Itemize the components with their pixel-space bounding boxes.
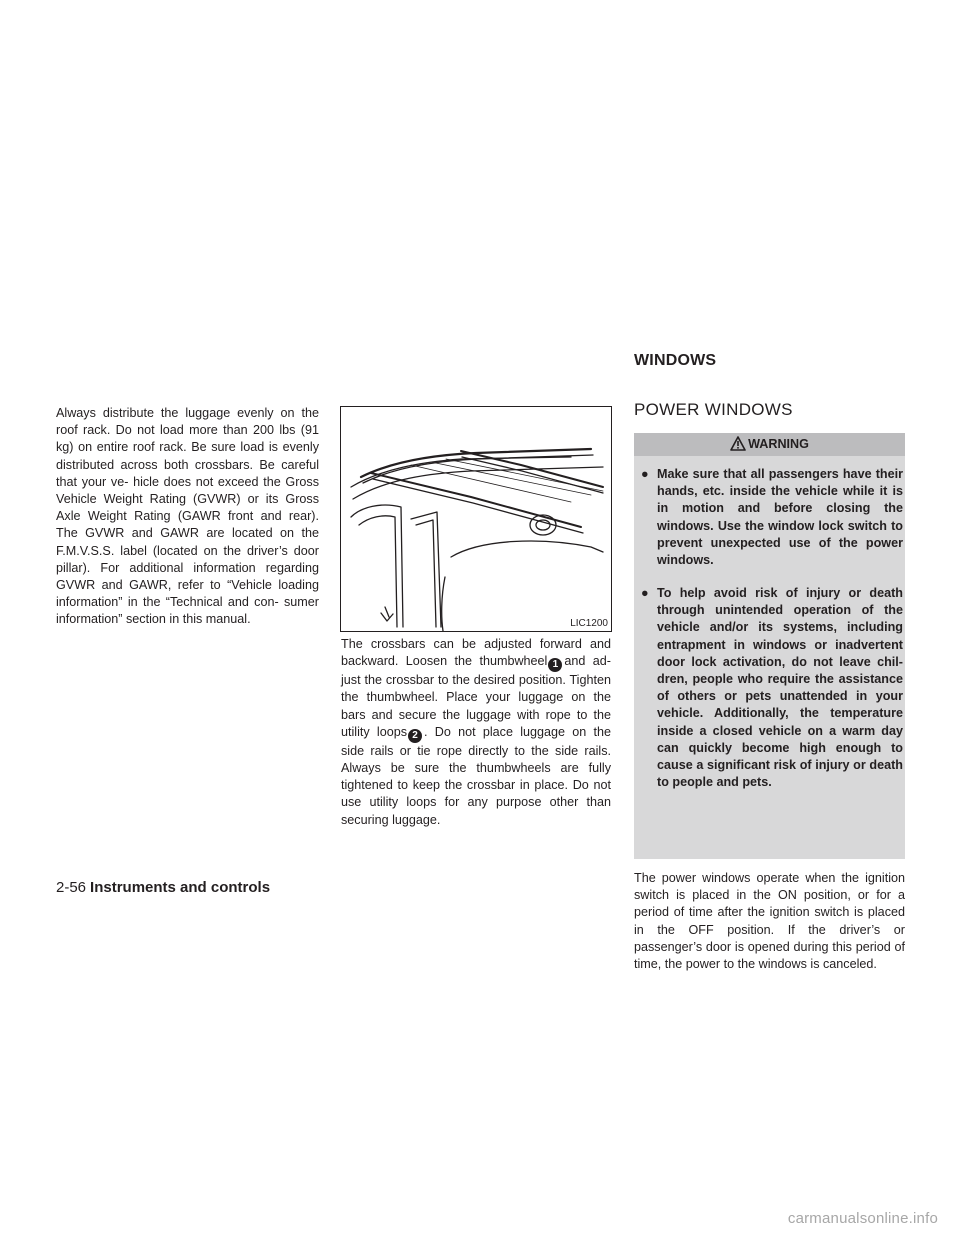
power-windows-text: The power windows operate when the ignition switch is placed in the ON position, or for a period of time after the ignition switch is placed in the OFF position. If the driver’s or passenger’s door is opened during this period of time, the power to the windows is canceled. — [634, 871, 905, 972]
section-title: WINDOWS — [634, 352, 717, 369]
bullet-icon: ● — [641, 467, 649, 481]
callout-1-marker: 1 — [548, 658, 562, 672]
roof-rack-drawing — [341, 407, 611, 631]
load-instructions-text: Always distribute the luggage evenly on the roof rack. Do not load more than 200 lbs (91 kg) on entire roof rack. Be sure load is evenly distributed across both crossbars. Be careful that your ve- hicle does not exceed the Gross Vehicle Weight Rating (GVWR) or its Gross Axle Weight Rating (GAWR front and rear). The GVWR and GAWR are located on the F.M.V.S.S. label (located on the driver’s door pillar). For additional information regarding GVWR and GAWR, refer to “Vehicle loading information” in the “Technical and con- sumer information” section in this manual. — [56, 406, 319, 627]
warning-heading: WARNING — [748, 437, 809, 451]
warning-item — [641, 585, 903, 791]
page-footer — [56, 879, 270, 896]
page-number: 2-56 — [56, 879, 87, 896]
warning-item-text: Make sure that all passengers have their hands, etc. inside the vehicle while it is in motion and before closing the windows. Use the window lock switch to prevent unexpected use of the power windows. — [657, 467, 903, 568]
warning-item-text: To help avoid risk of injury or death through unintended operation of the vehicle and/or its systems, including entrapment in windows or inadvertent door lock activation, do not leave chil- dren, people who require the assistance of others or pets unattended in your vehicle. Additionally, the temperature inside a closed vehicle on a warm day can quickly become high enough to cause a significant risk of injury or death to people and pets. — [657, 586, 903, 790]
callout-2-marker: 2 — [408, 729, 422, 743]
crossbar-text-c: . Do not place luggage on the side rails or tie rope directly to the side rails. Always be sure the thumbwheels are fully tightened to keep the crossbar in place. Do not use utility loops for any purpose other than securing luggage. — [341, 724, 611, 827]
crossbar-text-a: The crossbars can be adjusted forward and backward. Loosen the thumbwheel — [341, 637, 611, 669]
chapter-title: Instruments and controls — [90, 879, 271, 896]
watermark: carmanualsonline.info — [787, 1210, 938, 1227]
crossbar-instructions — [341, 636, 611, 829]
warning-box — [634, 433, 905, 859]
warning-item — [641, 466, 903, 569]
warning-header — [634, 433, 905, 456]
roof-rack-illustration — [340, 406, 612, 632]
crossbar-adjust-paragraph — [341, 636, 611, 829]
roof-rack-load-paragraph — [56, 405, 319, 629]
bullet-icon: ● — [641, 586, 649, 600]
subsection-title: POWER WINDOWS — [634, 400, 793, 419]
figure-label: LIC1200 — [570, 618, 608, 629]
crossbar-text-b: and ad- just the crossbar to the desired position. Tighten the thumbwheel. Place your luggage on the bars and secure the luggage with rope to the utility loops — [341, 654, 611, 739]
power-windows-paragraph — [634, 870, 905, 973]
warning-triangle-icon — [730, 436, 746, 451]
